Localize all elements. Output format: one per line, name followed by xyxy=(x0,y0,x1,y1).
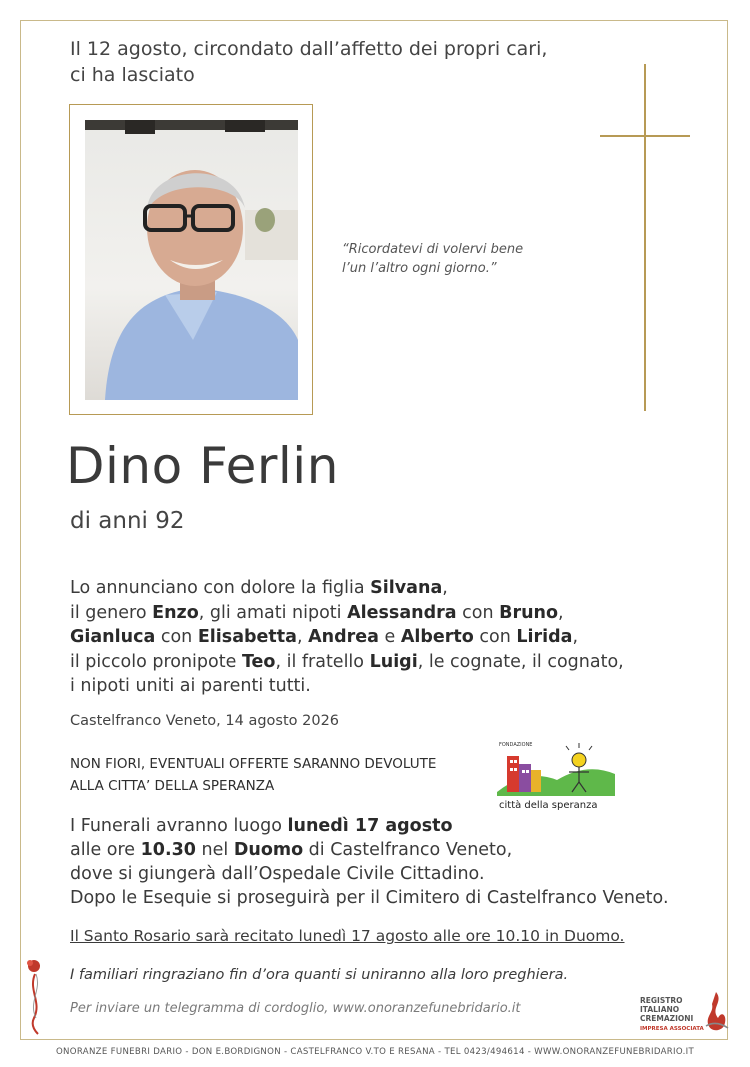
registro-cremazioni-logo: REGISTRO ITALIANO CREMAZIONI IMPRESA ASSOCIATA xyxy=(640,988,732,1038)
rose-icon xyxy=(22,956,48,1036)
portrait-photo xyxy=(85,120,298,400)
telegram-link[interactable]: Per inviare un telegramma di cordoglio, www.onoranzefunebridario.it xyxy=(70,1001,521,1016)
logo-text: città della speranza xyxy=(499,800,598,811)
thanks-text: I familiari ringraziano fin d’ora quanti si uniranno alla loro preghiera. xyxy=(70,967,569,983)
place-date: Castelfranco Veneto, 14 agosto 2026 xyxy=(70,713,340,729)
announcement-text: Lo annunciano con dolore la figlia Silvana, il genero Enzo, gli amati nipoti Alessandra con Bruno, Gianluca con Elisabetta, Andrea e Alberto con Lirida, il piccolo pronipote Teo, il fratello Luigi, le cognate, il cognato, i nipoti uniti ai parenti tutti. xyxy=(70,578,624,696)
citta-della-speranza-logo xyxy=(497,740,615,812)
memorial-quote: “Ricordatevi di volervi bene l’un l’altro ogni giorno.” xyxy=(342,242,524,276)
portrait-frame xyxy=(69,104,313,415)
flame-icon xyxy=(702,990,730,1034)
deceased-age: di anni 92 xyxy=(70,508,185,534)
cross-icon-arm xyxy=(600,135,690,137)
footer-contacts: ONORANZE FUNEBRI DARIO - DON E.BORDIGNON - CASTELFRANCO V.TO E RESANA - TEL 0423/494614 - WWW.ONORANZEFUNEBRIDARIO.IT xyxy=(55,1047,694,1057)
rosary-notice: Il Santo Rosario sarà recitato lunedì 17 agosto alle ore 10.10 in Duomo. xyxy=(70,927,625,945)
no-flowers-notice: NON FIORI, EVENTUALI OFFERTE SARANNO DEVOLUTE ALLA CITTA’ DELLA SPERANZA xyxy=(70,756,437,794)
funeral-details: I Funerali avranno luogo lunedì 17 agosto alle ore 10.30 nel Duomo di Castelfranco Veneto, dove si giungerà dall’Ospedale Civile Cittadino. Dopo le Esequie si proseguirà per il Cimitero di Castelfranco Veneto. xyxy=(70,816,669,908)
logo-foundation-label: FONDAZIONE xyxy=(499,742,533,748)
intro-text: Il 12 agosto, circondato dall’affetto dei propri cari, ci ha lasciato xyxy=(70,38,548,86)
deceased-name: Dino Ferlin xyxy=(66,437,339,495)
cross-icon xyxy=(644,64,646,411)
